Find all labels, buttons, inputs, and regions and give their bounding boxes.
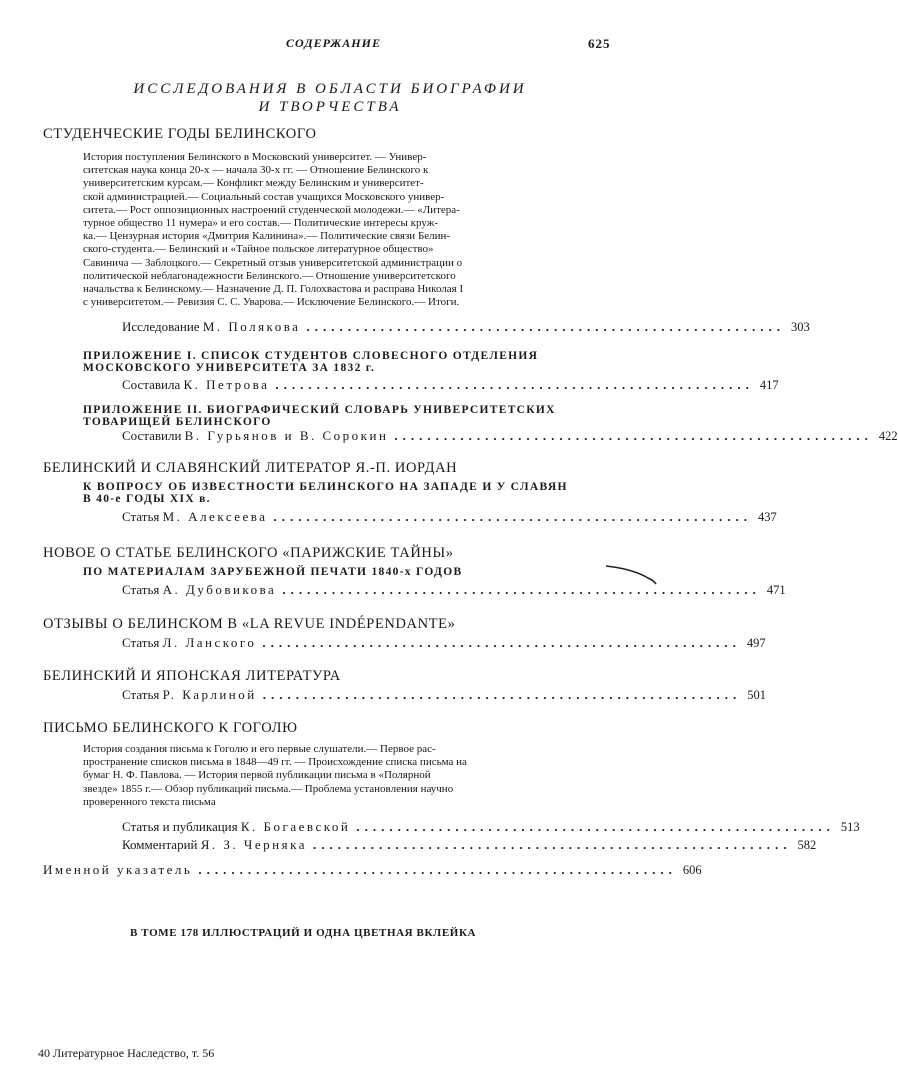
app2-entry-page: 422: [878, 429, 898, 443]
s5-title: БЕЛИНСКИЙ И ЯПОНСКАЯ ЛИТЕРАТУРА: [43, 668, 341, 684]
leader-dots: ..........................................................: [262, 635, 741, 650]
s4-entry-author: Л. Ланского: [162, 635, 257, 650]
app1-entry-page: 417: [759, 378, 779, 392]
s1-title: СТУДЕНЧЕСКИЕ ГОДЫ БЕЛИНСКОГО: [43, 126, 317, 142]
s1-entry-author: М. Полякова: [202, 319, 301, 334]
s1-abstract-line: ситета.— Рост оппозиционных настроений студенческой молодежи.— «Литера-: [83, 203, 460, 216]
leader-dots: ..........................................................: [273, 509, 753, 524]
s1-abstract-line: ка.— Цензурная история «Дмитрия Калинина».— Политические связи Белин-: [83, 230, 451, 243]
s1-abstract-line: университетским курсам.— Конфликт между Белинским и университет-: [83, 177, 424, 190]
s5-entry-prefix: Статья: [122, 687, 160, 702]
s3-entry-author: А. Дубовикова: [162, 582, 277, 597]
leader-dots: ..........................................................: [198, 862, 677, 877]
s5-entry-author: Р. Карлиной: [162, 687, 257, 702]
s2-entry-prefix: Статья: [122, 509, 160, 524]
s3-title: НОВОЕ О СТАТЬЕ БЕЛИНСКОГО «ПАРИЖСКИЕ ТАЙНЫ»: [43, 545, 454, 561]
leader-dots: ..........................................................: [275, 377, 754, 392]
header-title: СОДЕРЖАНИЕ: [286, 36, 381, 50]
s4-entry[interactable]: [122, 635, 766, 653]
s5-entry[interactable]: [122, 687, 766, 705]
s4-entry-prefix: Статья: [122, 635, 160, 650]
app2-entry-author: В. Гурьянов и В. Сорокин: [184, 428, 389, 443]
s6-abstract-line: пространение списков письма в 1848—49 гг. — Происхождение списка письма на: [83, 756, 467, 769]
s6-abstract-line: бумаг Н. Ф. Павлова. — История первой публикации письма в «Полярной: [83, 769, 431, 782]
s1-abstract-line: турное общество 11 нумера» и его состав.— Политические интересы круж-: [83, 217, 438, 230]
index-entry-label: Именной указатель: [43, 862, 193, 877]
s2-entry[interactable]: [122, 509, 777, 527]
s1-abstract-line: ской администрацией.— Социальный состав учащихся Московского универ-: [83, 190, 445, 203]
s6-entry2-author: Я. З. Черняка: [200, 837, 307, 852]
index-entry-page: 606: [682, 863, 702, 877]
s2-entry-page: 437: [758, 510, 777, 524]
s6-entry1[interactable]: [122, 819, 860, 837]
s5-entry-page: 501: [747, 688, 766, 702]
app2-entry-prefix: Составили: [122, 428, 182, 443]
s3-entry[interactable]: [122, 582, 786, 600]
page-footer: 40 Литературное Наследство, т. 56: [38, 1046, 215, 1060]
app1-entry-author: К. Петрова: [183, 377, 270, 392]
s6-abstract-line: История создания письма к Гоголю и его первые слушатели.— Первое рас-: [83, 743, 436, 755]
s1-entry-page: 303: [790, 320, 810, 334]
s1-entry-prefix: Исследование: [122, 319, 200, 334]
s3-entry-prefix: Статья: [122, 582, 160, 597]
s6-entry2[interactable]: [122, 837, 817, 855]
s6-abstract-line: звезде» 1855 г.— Обзор публикаций письма.— Проблема установления научно: [83, 782, 454, 795]
app2-title-line2: ТОВАРИЩЕЙ БЕЛИНСКОГО: [83, 416, 272, 428]
app1-entry[interactable]: [122, 377, 779, 395]
index-entry[interactable]: [43, 862, 702, 880]
app1-title-line2: МОСКОВСКОГО УНИВЕРСИТЕТА ЗА 1832 г.: [83, 362, 376, 374]
s6-entry1-page: 513: [840, 820, 860, 834]
app2-title-line1: ПРИЛОЖЕНИЕ II. БИОГРАФИЧЕСКИЙ СЛОВАРЬ УНИВЕРСИТЕТСКИХ: [83, 404, 556, 416]
s1-abstract-line: политической неблагонадежности Белинского.— Отношение университетского: [83, 269, 456, 282]
s2-subtitle: [83, 481, 568, 505]
s1-abstract-line: начальства к Белинскому.— Назначение Д. П. Голохвастова и расправа Николая I: [83, 283, 464, 296]
s1-entry[interactable]: [122, 319, 810, 337]
leader-dots: ..........................................................: [394, 428, 873, 443]
leader-dots: ..........................................................: [262, 687, 742, 702]
s4-title: ОТЗЫВЫ О БЕЛИНСКОМ В «LA REVUE INDÉPENDANTE»: [43, 616, 456, 632]
s2-title: БЕЛИНСКИЙ И СЛАВЯНСКИЙ ЛИТЕРАТОР Я.-П. ИОРДАН: [43, 460, 458, 476]
s3-subtitle: ПО МАТЕРИАЛАМ ЗАРУБЕЖНОЙ ПЕЧАТИ 1840-х ГОДОВ: [83, 566, 463, 578]
app2-title: [83, 404, 556, 428]
illustrations-note: В ТОМЕ 178 ИЛЛЮСТРАЦИЙ И ОДНА ЦВЕТНАЯ ВКЛЕЙКА: [130, 927, 477, 939]
s6-entry1-author: К. Богаевской: [240, 819, 351, 834]
s6-entry1-prefix: Статья и публикация: [122, 819, 238, 834]
s6-entry2-prefix: Комментарий: [122, 837, 198, 852]
s2-subtitle-line1: К ВОПРОСУ ОБ ИЗВЕСТНОСТИ БЕЛИНСКОГО НА ЗАПАДЕ И У СЛАВЯН: [83, 481, 568, 493]
leader-dots: ..........................................................: [356, 819, 835, 834]
s1-abstract-line: ситетская наука конца 20-х — начала 30-х гг. — Отношение Белинского к: [83, 164, 429, 177]
leader-dots: ..........................................................: [306, 319, 785, 334]
s1-abstract-line: ского-студента.— Белинский и «Тайное польское литературное общество»: [83, 243, 434, 256]
app1-entry-prefix: Составила: [122, 377, 181, 392]
s1-abstract: [83, 151, 575, 309]
app1-title-line1: ПРИЛОЖЕНИЕ I. СПИСОК СТУДЕНТОВ СЛОВЕСНОГО ОТДЕЛЕНИЯ: [83, 350, 539, 362]
s4-entry-page: 497: [746, 636, 766, 650]
s6-abstract: [83, 743, 575, 809]
s6-abstract-line: проверенного текста письма: [83, 795, 216, 808]
app1-title: [83, 350, 538, 374]
section-title-line2: И ТВОРЧЕСТВА: [258, 99, 402, 115]
app2-entry[interactable]: [122, 428, 898, 446]
s1-abstract-line: История поступления Белинского в Московский университет. — Универ-: [83, 151, 427, 163]
s1-abstract-line: Савинича — Заблоцкого.— Секретный отзыв университетской администрации о: [83, 256, 463, 269]
s1-abstract-line: с университетом.— Ревизия С. С. Уварова.— Исключение Белинского.— Итоги.: [83, 296, 460, 309]
section-title: [60, 80, 600, 116]
s6-title: ПИСЬМО БЕЛИНСКОГО К ГОГОЛЮ: [43, 720, 298, 736]
s2-entry-author: М. Алексеева: [162, 509, 268, 524]
header-page-number: 625: [588, 36, 611, 51]
s3-entry-page: 471: [766, 583, 786, 597]
s2-subtitle-line2: В 40-е ГОДЫ XIX в.: [83, 493, 211, 505]
s6-entry2-page: 582: [797, 838, 817, 852]
section-title-line1: ИССЛЕДОВАНИЯ В ОБЛАСТИ БИОГРАФИИ: [133, 81, 527, 97]
leader-dots: ..........................................................: [312, 837, 792, 852]
leader-dots: ..........................................................: [282, 582, 761, 597]
